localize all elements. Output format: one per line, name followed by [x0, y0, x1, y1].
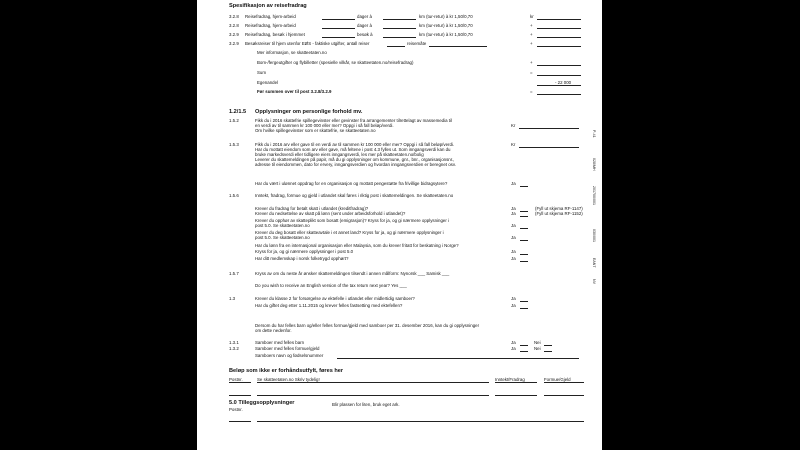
extra-text-field[interactable] — [257, 421, 584, 422]
item-num: 1.5.2 — [229, 118, 239, 123]
description-field[interactable] — [257, 382, 489, 383]
cohab-yes-label: Ja — [511, 340, 516, 345]
spec-row-sign: + — [530, 32, 533, 37]
answer-label: Ja — [511, 206, 516, 211]
amounts-col-post: Postnr. — [229, 377, 243, 382]
answer-label: Ja — [511, 181, 516, 186]
trips-field[interactable] — [387, 46, 405, 47]
answer-label: Ja — [511, 256, 516, 261]
item-line: Inntekt, fradrag, formue og gjeld i utlandet skal føres i riktig post i skattemeldingen. Se skatteetaten.no — [255, 193, 454, 198]
item-num: 1.5.7 — [229, 271, 239, 276]
item-line: Om hvilke spillegevinster som er skattefrie, se skatteetaten.no — [255, 128, 376, 133]
spec-row-sign: + — [530, 23, 533, 28]
total-label: Før summen over til post 3.2.8/3.2.9 — [257, 89, 332, 94]
amounts-col-see: Se skatteetaten.no Skriv tydelig! — [257, 377, 320, 382]
spec-row-rate: km (tur-retur) à kr 1,50/0,70 — [419, 23, 473, 28]
item-line: Leverer du skattemeldingen på papir, må du gi opplysninger om kommune, gnr., bnr., organisasjonsnr., — [255, 157, 455, 162]
tax-form-page — [197, 0, 602, 450]
margin-code: EANT — [592, 258, 596, 268]
description-field[interactable] — [257, 395, 489, 396]
spec-row-mid: besøk à — [357, 32, 373, 37]
yes-checkbox[interactable] — [520, 301, 528, 302]
yes-checkbox[interactable] — [520, 261, 528, 262]
visits-field[interactable] — [322, 37, 355, 38]
own-share-label: Egenandel — [257, 80, 278, 85]
yes-checkbox[interactable] — [520, 228, 528, 229]
toll-field[interactable] — [537, 65, 581, 66]
attach-note: (Fyll ut skjema RF-1147) — [535, 206, 583, 211]
cohab-yes-checkbox[interactable] — [520, 345, 528, 346]
spec-title: Spesifikasjon av reisefradrag — [229, 3, 307, 9]
personal-num: 1.2/1.5 — [229, 109, 247, 115]
spec-row-mid: dager à — [357, 14, 372, 19]
income-field[interactable] — [495, 395, 537, 396]
item-line: Do you wish to receive an English version of the tax return next year? Yes ___ — [255, 283, 407, 288]
item-line: om dette nedenfor. — [255, 328, 292, 333]
cohab-name-label: Samboers navn og fødselsnummer — [255, 353, 324, 358]
spec-row-rate: km (tur-retur) à kr 1,50/0,70 — [419, 32, 473, 37]
spec-row-sign: + — [530, 41, 533, 46]
answer-label: Kr — [511, 123, 516, 128]
amounts-title: Beløp som ikke er forhåndsutfylt, føres her — [229, 368, 344, 374]
cohab-name-field[interactable] — [337, 358, 579, 359]
days-field[interactable] — [322, 28, 355, 29]
spec-row-label: Besøksreiser til hjem utenfor EØS - faktiske utgifter, antall reiser — [245, 41, 370, 46]
item-num: 1.5.3 — [229, 142, 239, 147]
item-line: Dersom du har felles barn og/eller felles formue/gjeld med samboer per 31. desember 2016, kan du gi opplysninger — [255, 323, 480, 328]
yes-checkbox[interactable] — [520, 216, 528, 217]
yes-checkbox[interactable] — [520, 186, 528, 187]
extra-post-field[interactable] — [229, 421, 251, 422]
margin-code: 030/001 — [592, 229, 596, 242]
item-line: Har ditt medlemskap i norsk folketrygd opphørt? — [255, 256, 349, 261]
spec-row-label: Reisefradrag, hjem-arbeid — [245, 14, 296, 19]
spec-row-mid: dager à — [357, 23, 372, 28]
cohab-num: 1.3.2 — [229, 346, 239, 351]
post-field[interactable] — [229, 395, 251, 396]
item-line: Har du lønn fra en internasjonal organisasjon eller Malaysia, som du krever fritatt for beskatning i Norge? — [255, 243, 459, 248]
total-field[interactable] — [537, 94, 581, 95]
mode-field[interactable] — [429, 46, 487, 47]
item-line: Har du mottatt eiendom som arv eller gave, må feltene i post 4.3 fylles ut. Som inngangsverdi kan du — [255, 147, 451, 152]
own-share-field — [537, 85, 581, 86]
extra-title: 5.0 Tilleggsopplysninger — [229, 400, 295, 406]
sum-field[interactable] — [537, 75, 581, 76]
answer-label: Ja — [511, 303, 516, 308]
item-line: post 5.0. Se skatteetaten.no — [255, 235, 310, 240]
own-share-value: - 22 000 — [555, 80, 572, 85]
answer-label: Ja — [511, 249, 516, 254]
answer-label: Kr — [511, 142, 516, 147]
more-info: Mer informasjon, se skatteetaten.no — [257, 50, 327, 55]
cohab-no-label: Nei — [534, 340, 541, 345]
amount-field[interactable] — [537, 46, 581, 47]
item-line: bruke markedsverdi eller tidligere eiers inngangsverdi, les mer på skatteetaten.no/bolig — [255, 152, 424, 157]
margin-code: 201700/001 — [592, 186, 596, 205]
cohab-no-checkbox[interactable] — [544, 351, 552, 352]
item-line: Har du vært i ulønnet oppdrag for en organisasjon og mottatt pengestøtte fra frivillige bidragsytere? — [255, 181, 448, 186]
cohab-no-label: Nei — [534, 346, 541, 351]
amount-field[interactable] — [537, 19, 581, 20]
amount-field[interactable] — [537, 37, 581, 38]
income-field[interactable] — [495, 382, 537, 383]
toll-sign: + — [530, 60, 533, 65]
item-line: Kryss for ja, og gi nærmere opplysninger i post 5.0 — [255, 249, 354, 254]
item-num: 1.5.6 — [229, 193, 239, 198]
cohab-no-checkbox[interactable] — [544, 345, 552, 346]
item-line: Krever du nedsettelse av skatt på lønn (sent under arbeidsforhold i utlandet)? — [255, 211, 406, 216]
spec-row-mode: reisemåte — [407, 41, 427, 46]
yes-checkbox[interactable] — [520, 308, 528, 309]
spec-row-num: 3.2.8 — [229, 23, 239, 28]
margin-code: 028/MH — [592, 158, 596, 171]
post-field[interactable] — [229, 382, 251, 383]
margin-code: P-41 — [592, 130, 596, 138]
item-line: Krever du klasse 2 for forsørgelse av ektefelle i utlandet eller midlertidig samboer? — [255, 296, 415, 301]
amounts-col-wealth: Formue/Gjeld — [544, 377, 571, 382]
spec-row-sign: kr — [530, 14, 534, 19]
item-line: Krever du opphør av skatteplikt som bosatt (emigrasjon)? Kryss for ja, og gi nærmere opplysninger i — [255, 218, 450, 223]
spec-row-num: 3.2.8 — [229, 14, 239, 19]
extra-subtitle: Blir plassen for liten, bruk eget ark. — [332, 402, 400, 407]
yes-checkbox[interactable] — [520, 240, 528, 241]
answer-label: Ja — [511, 296, 516, 301]
answer-label: Ja — [511, 223, 516, 228]
item-line: Krever du fradrag for betalt skatt i utlandet (kreditfradrag)? — [255, 206, 369, 211]
answer-label: Ja — [511, 211, 516, 216]
item-num: 1.3 — [229, 296, 236, 301]
km-field[interactable] — [383, 37, 416, 38]
yes-checkbox[interactable] — [520, 254, 528, 255]
sum-label: Sum — [257, 70, 267, 75]
yes-checkbox[interactable] — [520, 211, 528, 212]
km-field[interactable] — [383, 28, 416, 29]
answer-label: Ja — [511, 235, 516, 240]
spec-row-num: 3.2.9 — [229, 41, 239, 46]
attach-note: (Fyll ut skjema RF-1152) — [535, 211, 583, 216]
margin-code: NV — [592, 279, 596, 284]
amount-field[interactable] — [537, 28, 581, 29]
days-field[interactable] — [322, 19, 355, 20]
item-line: Kryss av om du neste år ønsker skattemeldingen tilsendt i annen målform: Nynorsk ___ Samisk ___ — [255, 271, 450, 276]
cohab-num: 1.3.1 — [229, 340, 239, 345]
winnings-amount-field[interactable] — [519, 128, 579, 129]
wealth-field[interactable] — [544, 395, 584, 396]
item-line: en verdi av til sammen kr 100 000 eller mer? Oppgi i så fall beløp/verdi. — [255, 123, 394, 128]
cohab-label: Samboer med felles barn — [255, 340, 305, 345]
wealth-field[interactable] — [544, 382, 584, 383]
item-line: Krever du deg bosatt eller skatteavtale i et annet land? Kryss for ja, og gi nærmere opplysninger i — [255, 230, 444, 235]
km-field[interactable] — [383, 19, 416, 20]
sum-sign: = — [530, 70, 533, 75]
item-line: Fikk du i 2016 skattefrie spillegevinster eller gevinster fra arrangementer tilrettelagt av massemedia til — [255, 118, 452, 123]
item-line: adresse til eiendommen, dato for ervery, inngangsverdien og hvordan inngangsverdien er beregnet osv. — [255, 162, 456, 167]
spec-row-label: Reisefradrag, hjem-arbeid — [245, 23, 296, 28]
toll-label: Bom-/fergeutgifter og flybilletter (spesielle vilkår, se skatteetaten.no/reisefradrag) — [257, 60, 414, 65]
spec-row-num: 3.2.9 — [229, 32, 239, 37]
inheritance-amount-field[interactable] — [519, 147, 579, 148]
spec-row-label: Reisefradrag, besøk i hjemmet — [245, 32, 305, 37]
cohab-label: Samboer med felles formue/gjeld — [255, 346, 320, 351]
cohab-yes-label: Ja — [511, 346, 516, 351]
extra-col-post: Postnr. — [229, 407, 243, 412]
amounts-col-income: Inntekt/Fradrag — [495, 377, 525, 382]
total-sign: = — [530, 89, 533, 94]
item-line: post 5.0. Se skatteetaten.no — [255, 223, 310, 228]
item-line: Fikk du i 2016 arv eller gave til en verdi av til sammen kr 100 000 eller mer? Oppgi i så fall beløp/verdi. — [255, 142, 455, 147]
cohab-yes-checkbox[interactable] — [520, 351, 528, 352]
personal-title: Opplysninger om personlige forhold mv. — [255, 109, 363, 115]
spec-row-rate: km (tur-retur) à kr 1,50/0,70 — [419, 14, 473, 19]
item-line: Har du giftet deg etter 1.11.2015 og krever felles fastsetting med ektefellen? — [255, 303, 403, 308]
